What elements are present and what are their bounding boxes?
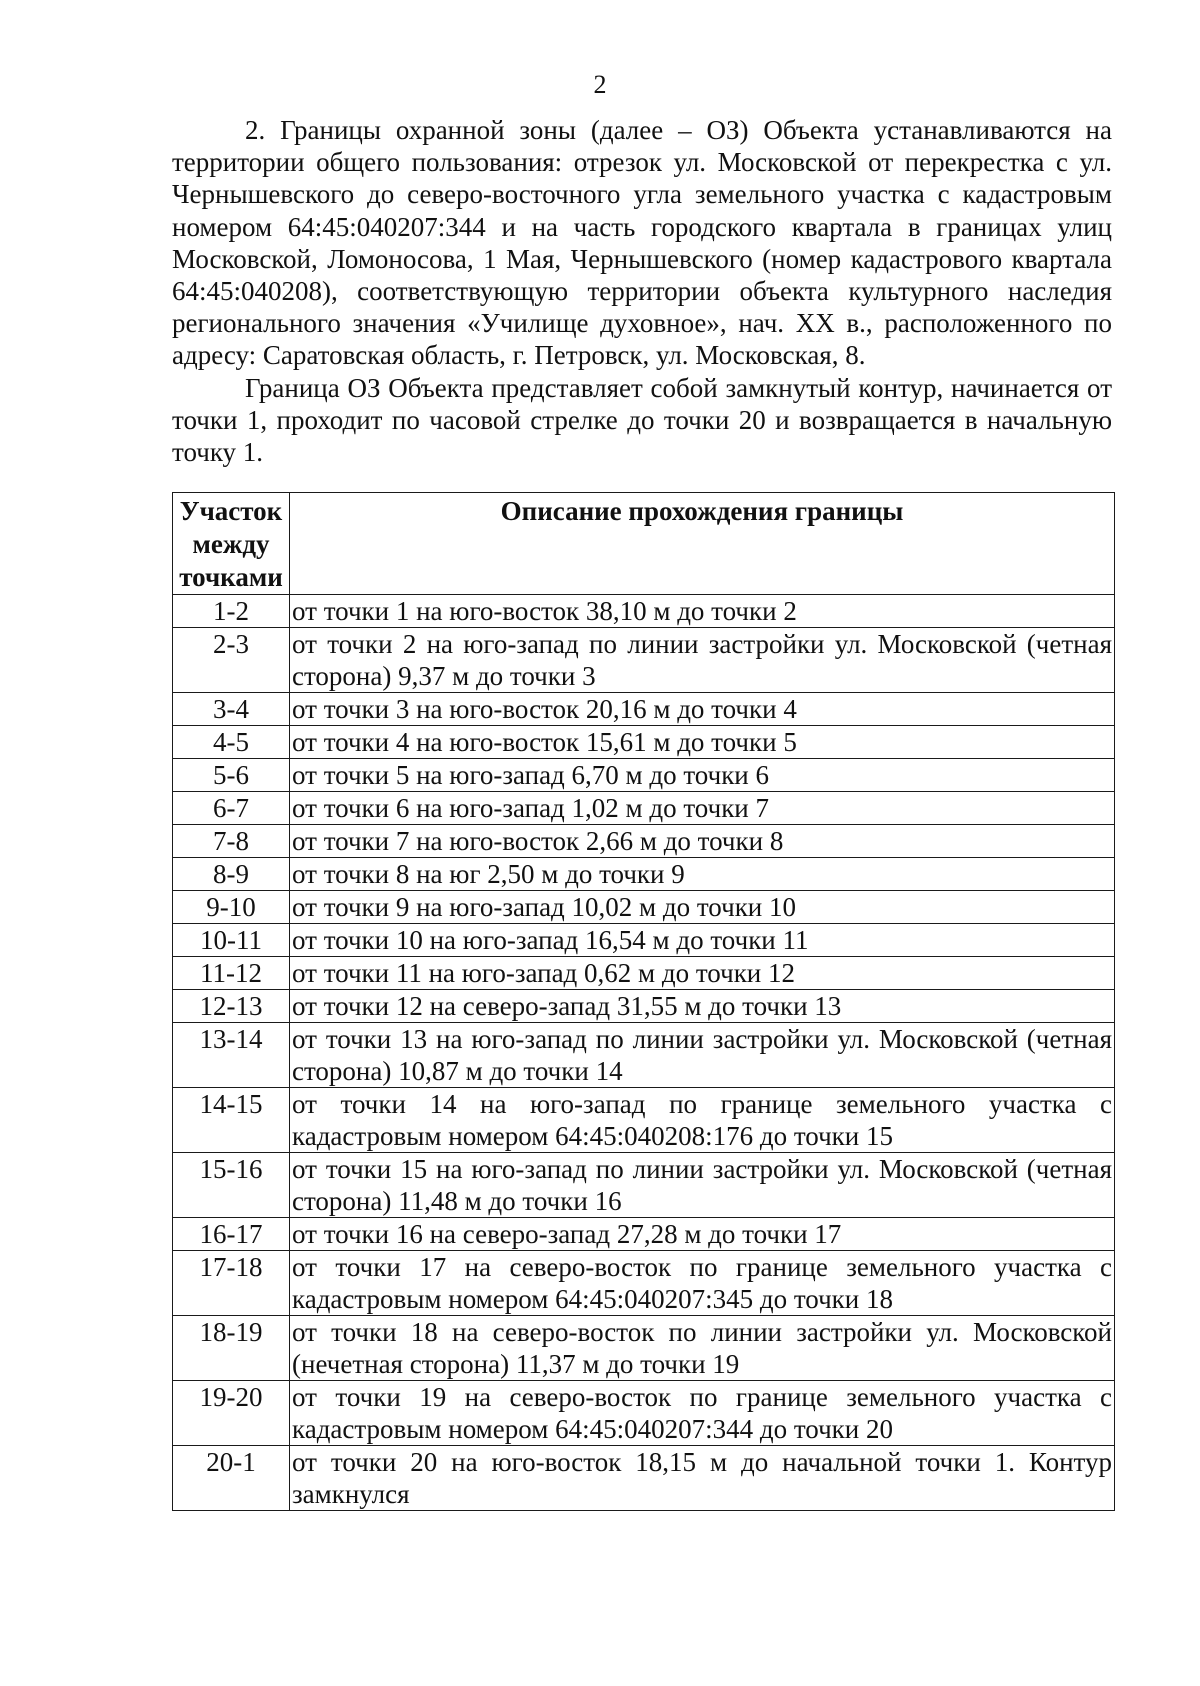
table-row [173, 792, 1115, 825]
table-row [173, 759, 1115, 792]
description-cell: от точки 1 на юго-восток 38,10 м до точки 2 [290, 595, 1115, 628]
table-row [173, 595, 1115, 628]
segment-cell: 1-2 [173, 595, 290, 628]
segment-cell: 13-14 [173, 1023, 290, 1088]
document-body [172, 114, 1112, 468]
segment-cell: 19-20 [173, 1381, 290, 1446]
table-row [173, 628, 1115, 693]
segment-cell: 20-1 [173, 1446, 290, 1511]
table-row [173, 1316, 1115, 1381]
segment-cell: 10-11 [173, 924, 290, 957]
header-boundary-description: Описание прохождения границы [290, 493, 1115, 595]
description-cell: от точки 12 на северо-запад 31,55 м до точки 13 [290, 990, 1115, 1023]
segment-cell: 9-10 [173, 891, 290, 924]
segment-cell: 2-3 [173, 628, 290, 693]
description-cell: от точки 7 на юго-восток 2,66 м до точки 8 [290, 825, 1115, 858]
segment-cell: 12-13 [173, 990, 290, 1023]
table-row [173, 924, 1115, 957]
header-section-line-3: точками [179, 562, 283, 592]
table-header-row [173, 493, 1115, 595]
description-cell: от точки 8 на юг 2,50 м до точки 9 [290, 858, 1115, 891]
segment-cell: 17-18 [173, 1251, 290, 1316]
table-row [173, 825, 1115, 858]
paragraph-zone-boundaries: 2. Границы охранной зоны (далее – ОЗ) Объекта устанавливаются на территории общего пользования: отрезок ул. Московской от перекрестка с ул. Чернышевского до северо-восточного угла земельного участка с кадастровым номером 64:45:040207:344 и на часть городского квартала в границах улиц Московской, Ломоносова, 1 Мая, Чернышевского (номер кадастрового квартала 64:45:040208), соответствующую территории объекта культурного наследия регионального значения «Училище духовное», нач. XX в., расположенного по адресу: Саратовская область, г. Петровск, ул. Московская, 8. [172, 115, 1112, 371]
paragraph-contour-description: Граница ОЗ Объекта представляет собой замкнутый контур, начинается от точки 1, проходит по часовой стрелке до точки 20 и возвращается в начальную точку 1. [172, 372, 1112, 468]
table-row [173, 1088, 1115, 1153]
segment-cell: 18-19 [173, 1316, 290, 1381]
description-cell: от точки 2 на юго-запад по линии застройки ул. Московской (четная сторона) 9,37 м до точки 3 [290, 628, 1115, 693]
segment-cell: 11-12 [173, 957, 290, 990]
table-row [173, 1218, 1115, 1251]
segment-cell: 14-15 [173, 1088, 290, 1153]
description-cell: от точки 13 на юго-запад по линии застройки ул. Московской (четная сторона) 10,87 м до точки 14 [290, 1023, 1115, 1088]
segment-cell: 7-8 [173, 825, 290, 858]
table-row [173, 858, 1115, 891]
table-body [173, 595, 1115, 1511]
description-cell: от точки 17 на северо-восток по границе земельного участка с кадастровым номером 64:45:040207:345 до точки 18 [290, 1251, 1115, 1316]
table-row [173, 1381, 1115, 1446]
table-row [173, 1446, 1115, 1511]
boundary-table [172, 492, 1115, 1511]
segment-cell: 4-5 [173, 726, 290, 759]
description-cell: от точки 16 на северо-запад 27,28 м до точки 17 [290, 1218, 1115, 1251]
segment-cell: 5-6 [173, 759, 290, 792]
table-row [173, 1023, 1115, 1088]
description-cell: от точки 19 на северо-восток по границе земельного участка с кадастровым номером 64:45:040207:344 до точки 20 [290, 1381, 1115, 1446]
table-row [173, 957, 1115, 990]
description-cell: от точки 20 на юго-восток 18,15 м до начальной точки 1. Контур замкнулся [290, 1446, 1115, 1511]
table-row [173, 1251, 1115, 1316]
description-cell: от точки 5 на юго-запад 6,70 м до точки 6 [290, 759, 1115, 792]
description-cell: от точки 15 на юго-запад по линии застройки ул. Московской (четная сторона) 11,48 м до точки 16 [290, 1153, 1115, 1218]
page-number: 2 [593, 70, 607, 99]
table-row [173, 726, 1115, 759]
table-row [173, 891, 1115, 924]
header-section-line-2: между [192, 529, 270, 559]
table-row [173, 1153, 1115, 1218]
segment-cell: 16-17 [173, 1218, 290, 1251]
header-section-between-points [173, 493, 290, 595]
description-cell: от точки 6 на юго-запад 1,02 м до точки 7 [290, 792, 1115, 825]
table-row [173, 693, 1115, 726]
description-cell: от точки 4 на юго-восток 15,61 м до точки 5 [290, 726, 1115, 759]
segment-cell: 3-4 [173, 693, 290, 726]
description-cell: от точки 14 на юго-запад по границе земельного участка с кадастровым номером 64:45:040208:176 до точки 15 [290, 1088, 1115, 1153]
segment-cell: 6-7 [173, 792, 290, 825]
table-row [173, 990, 1115, 1023]
description-cell: от точки 11 на юго-запад 0,62 м до точки 12 [290, 957, 1115, 990]
description-cell: от точки 10 на юго-запад 16,54 м до точки 11 [290, 924, 1115, 957]
segment-cell: 8-9 [173, 858, 290, 891]
description-cell: от точки 3 на юго-восток 20,16 м до точки 4 [290, 693, 1115, 726]
description-cell: от точки 9 на юго-запад 10,02 м до точки 10 [290, 891, 1115, 924]
description-cell: от точки 18 на северо-восток по линии застройки ул. Московской (нечетная сторона) 11,37 м до точки 19 [290, 1316, 1115, 1381]
header-section-line-1: Участок [179, 496, 283, 526]
segment-cell: 15-16 [173, 1153, 290, 1218]
